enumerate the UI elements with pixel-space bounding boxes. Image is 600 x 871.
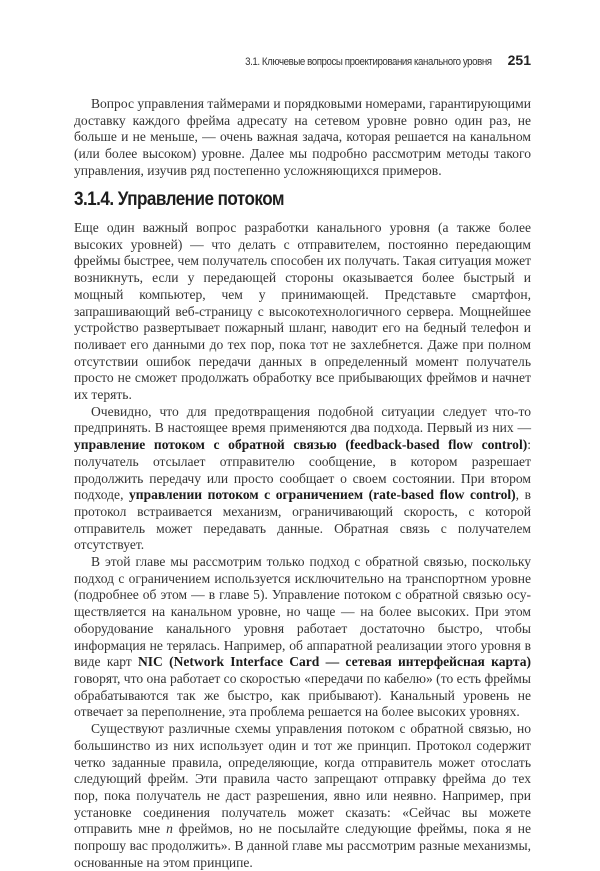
running-header <box>90 52 531 72</box>
p2-text-c: : получатель отсылает отправителю сообщение, в котором разрешает продолжить передачу или просто сообщает о своем состоянии. При втором подходе, <box>74 437 531 503</box>
term-rate-flow-control: управлении потоком с ограничением (rate-based flow control) <box>129 487 516 503</box>
paragraph-4 <box>74 721 531 871</box>
paragraph-1: Еще один важный вопрос разработки канального уровня (а также более высоких уровней) — что делать с отправителем, постоянно передающим фреймы быстрее, чем получатель способен их получать. Такая ситуация может возникнуть, если у передающей стороны оказывается более быстрый и мощный компьютер, чем у принимающей. Представьте смартфон, запрашивающий веб-страницу с высокотехнологичного сервера. Мощнейшее устройство развертывает пожарный шланг, наводит его на бедный телефон и поливает его данными до тех пор, пока тот не захлебнется. Даже при полном отсутствии ошибок передачи данных в определенный момент получатель просто не сможет продолжать обработку все прибывающих фреймов и начнет их терять. <box>74 220 531 403</box>
paragraph-3 <box>74 554 531 721</box>
p2-text-a: Очевидно, что для предотвращения подобной ситуации следует что-то предпринять. В настоящее время применяются два подхода. Первый из них — <box>74 403 531 436</box>
p4-text-b: фреймов, но не посылайте следующие фреймы, пока я не попрошу вас продолжить». В данной главе мы рассмотрим разные механизмы, основанные на этом принципе. <box>74 821 532 870</box>
p3-text-a: В этой главе мы рассмотрим только подход с обратной связью, поскольку подход с ограничением используется исключительно на транспортном уровне (подробнее об этом — в главе 5). Управление потоком с обратной связью осуществляется на канальном уровне, но чаще — на более высоких. При этом оборудование канального уровня работает достаточно быстро, чтобы информация не терялась. Например, об аппаратной реализации этого уровня в виде карт <box>74 554 531 670</box>
paragraph-2 <box>74 404 531 554</box>
p2-text-d: , в протокол встраивается механизм, ограничивающий скорость, с которой отправитель может передавать данные. Обратная связь с получателем отсутствует. <box>74 487 531 553</box>
variable-n: n <box>166 821 173 837</box>
term-feedback-flow-control: управление потоком с обратной связью (feedback-based flow control) <box>74 437 528 453</box>
p4-text-a: Существуют различные схемы управления потоком с обратной связью, но большинство из них использует один и тот же принцип. Протокол содержит четко заданные правила, определяющие, когда отправитель может отослать следующий фрейм. Эти правила часто запрещают отправку фрейма до тех пор, пока получатель не даст разрешения, явно или неявно. Например, при установке соединения получатель может сказать: «Сейчас вы можете отправить мне <box>74 721 531 837</box>
intro-block <box>74 96 531 180</box>
intro-paragraph: Вопрос управления таймерами и порядковыми номерами, гарантирующими доставку каждого фрейма адресату на сетевом уровне ровно один раз, не больше и не меньше, — очень важная задача, которая решается на канальном (или более высоком) уровне. Далее мы подробно рассмотрим методы такого управления, изучив ряд постепенно усложняющихся примеров. <box>74 96 531 178</box>
page-number: 251 <box>507 52 531 68</box>
p3-text-c: говорят, что она работает со скоростью «передачи по кабелю» (то есть фреймы обрабатываются так же быстро, как прибывают). Канальный уровень не отвечает за переполнение, эта проблема решается на более высоких уровнях. <box>74 670 531 720</box>
section-heading: 3.1.4. Управление потоком <box>74 189 284 210</box>
section-body <box>74 220 531 871</box>
running-title: 3.1. Ключевые вопросы проектирования канального уровня <box>245 56 492 68</box>
term-nic: NIC (Network Interface Card — сетевая интерфейсная карта) <box>138 654 531 670</box>
